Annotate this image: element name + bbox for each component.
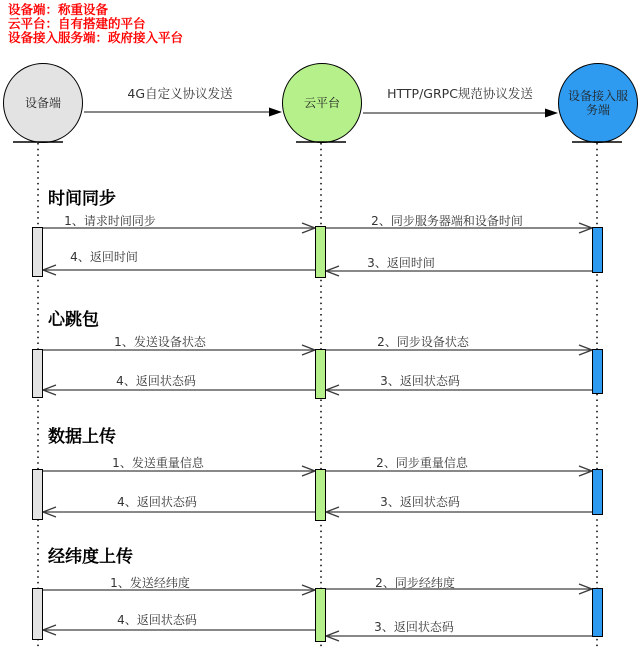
activation-bar-device (32, 349, 43, 398)
message-label: 4、返回状态码 (116, 374, 196, 388)
message-label: 3、返回时间 (367, 256, 435, 270)
message-arrow (326, 266, 592, 276)
activation-bar-device (32, 588, 43, 640)
actor-server-label: 设备接入服务端 (567, 89, 628, 117)
legend-line-device: 设备端：称重设备 (8, 2, 109, 17)
activation-bar-server (592, 349, 603, 394)
link-arrow-device-cloud (84, 108, 282, 117)
activation-bar-device (32, 469, 43, 520)
section-title: 心跳包 (48, 310, 99, 330)
message-label: 1、发送设备状态 (114, 335, 206, 349)
message-label: 3、返回状态码 (380, 495, 460, 509)
actor-device-label: 设备端 (24, 96, 61, 110)
legend-line-cloud: 云平台：自有搭建的平台 (8, 16, 146, 31)
actor-cloud-label: 云平台 (303, 96, 340, 110)
message-label: 3、返回状态码 (380, 374, 460, 388)
link-arrow-cloud-server (363, 109, 558, 118)
message-label: 4、返回状态码 (117, 613, 197, 627)
link-label-device-cloud: 4G自定义协议发送 (127, 86, 233, 101)
section-title: 时间同步 (48, 189, 116, 209)
message-label: 2、同步重量信息 (376, 456, 468, 470)
legend-line-server: 设备接入服务端：政府接入平台 (8, 30, 184, 45)
activation-bar-cloud (315, 469, 326, 521)
activation-bar-cloud (315, 226, 326, 278)
activation-bar-cloud (315, 588, 326, 642)
message-arrow (326, 584, 592, 594)
message-label: 1、发送重量信息 (112, 456, 204, 470)
activation-bar-server (592, 227, 603, 273)
message-label: 3、返回状态码 (374, 620, 454, 634)
activation-bar-server (592, 588, 603, 637)
message-arrow (326, 631, 592, 641)
message-label: 4、返回时间 (70, 250, 138, 264)
message-arrow (43, 265, 315, 275)
activation-bar-device (32, 227, 43, 277)
activation-bar-server (592, 469, 603, 515)
message-label: 1、请求时间同步 (64, 214, 156, 228)
message-label: 4、返回状态码 (117, 495, 197, 509)
link-label-cloud-server: HTTP/GRPC规范协议发送 (387, 86, 533, 101)
section-title: 经纬度上传 (48, 547, 133, 567)
message-label: 2、同步经纬度 (375, 576, 455, 590)
message-label: 1、发送经纬度 (110, 576, 190, 590)
message-label: 2、同步服务器端和设备时间 (371, 214, 523, 228)
activation-bar-cloud (315, 349, 326, 399)
section-title: 数据上传 (48, 427, 116, 447)
message-label: 2、同步设备状态 (377, 335, 469, 349)
